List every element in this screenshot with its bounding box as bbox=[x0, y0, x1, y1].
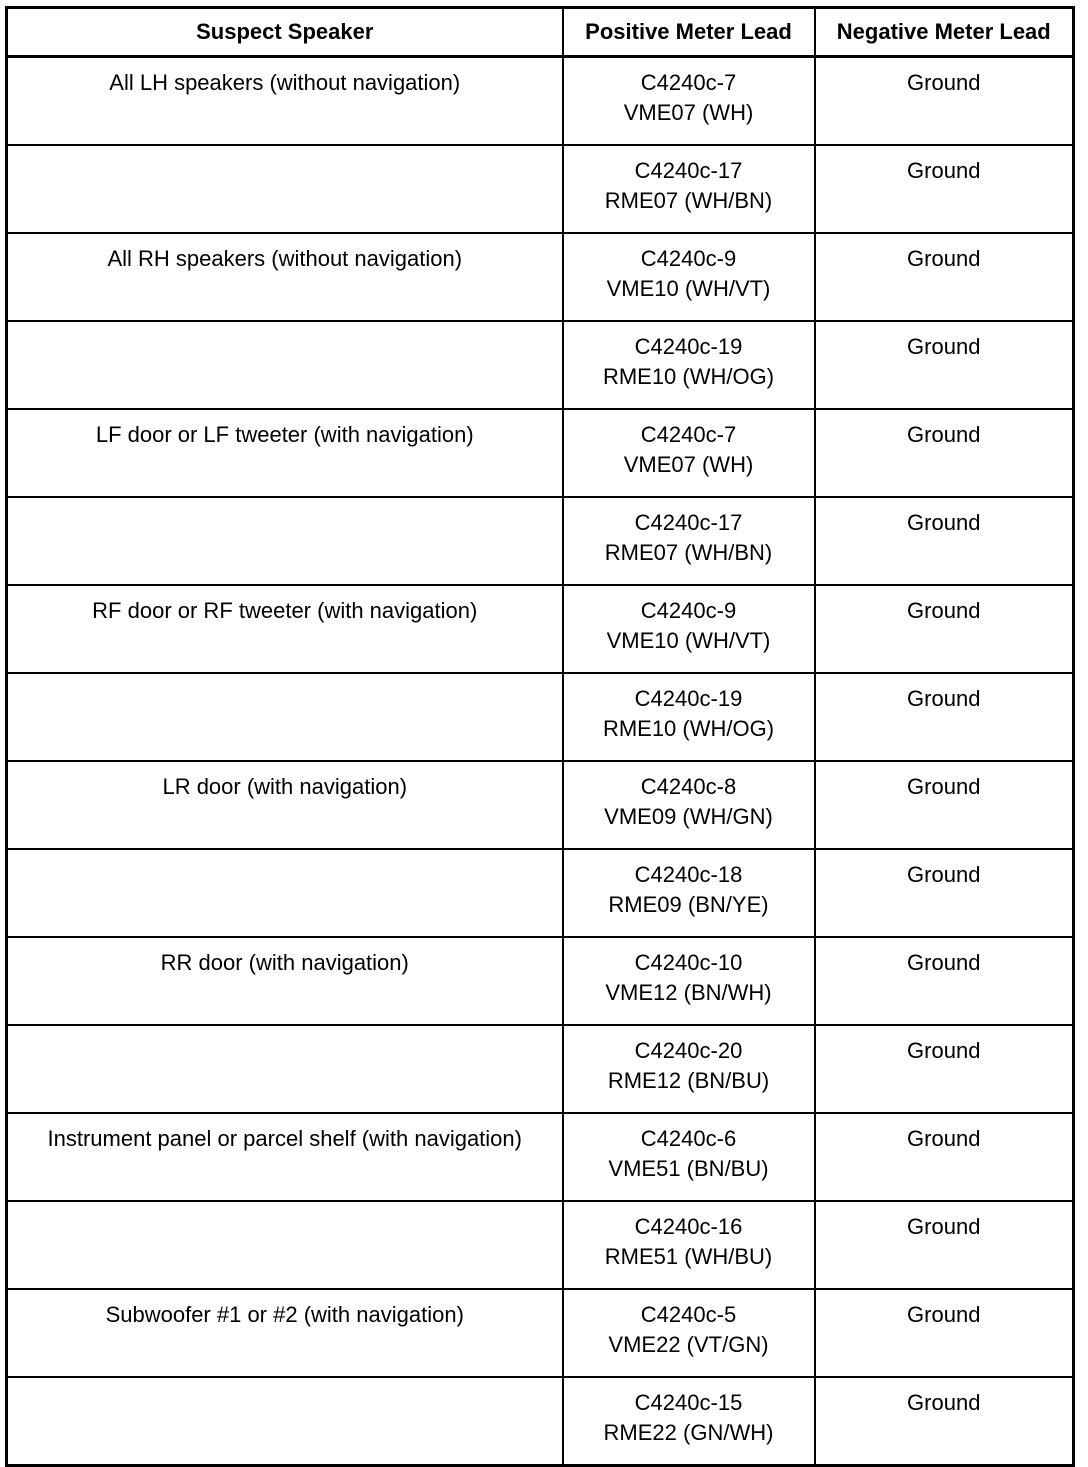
connector-pin: C4240c-6 bbox=[640, 1126, 737, 1151]
table-row bbox=[7, 1289, 1074, 1377]
connector-pin: C4240c-16 bbox=[634, 1214, 743, 1239]
positive-meter-lead-cell bbox=[563, 497, 815, 585]
connector-pin: C4240c-17 bbox=[634, 510, 743, 535]
negative-meter-lead-cell: Ground bbox=[815, 761, 1074, 849]
suspect-speaker-cell bbox=[7, 145, 563, 233]
speaker-test-table bbox=[5, 6, 1075, 1467]
table-row bbox=[7, 57, 1074, 146]
connector-pin: C4240c-9 bbox=[640, 246, 737, 271]
positive-meter-lead-cell bbox=[563, 1289, 815, 1377]
positive-meter-lead-cell bbox=[563, 145, 815, 233]
header-suspect-speaker: Suspect Speaker bbox=[7, 8, 563, 57]
positive-meter-lead-cell bbox=[563, 1025, 815, 1113]
circuit-wire: RME07 (WH/BN) bbox=[604, 540, 773, 565]
connector-pin: C4240c-20 bbox=[634, 1038, 743, 1063]
connector-pin: C4240c-9 bbox=[640, 598, 737, 623]
negative-meter-lead-cell: Ground bbox=[815, 1289, 1074, 1377]
circuit-wire: VME07 (WH) bbox=[623, 100, 754, 125]
circuit-wire: RME51 (WH/BU) bbox=[604, 1244, 773, 1269]
connector-pin: C4240c-18 bbox=[634, 862, 743, 887]
suspect-speaker-cell: LR door (with navigation) bbox=[7, 761, 563, 849]
connector-pin: C4240c-17 bbox=[634, 158, 743, 183]
suspect-speaker-cell: RF door or RF tweeter (with navigation) bbox=[7, 585, 563, 673]
suspect-speaker-cell: Instrument panel or parcel shelf (with navigation) bbox=[7, 1113, 563, 1201]
positive-meter-lead-cell bbox=[563, 849, 815, 937]
circuit-wire: VME09 (WH/GN) bbox=[604, 804, 773, 829]
header-row bbox=[7, 8, 1074, 57]
negative-meter-lead-cell: Ground bbox=[815, 849, 1074, 937]
positive-meter-lead-cell bbox=[563, 673, 815, 761]
positive-meter-lead-cell bbox=[563, 233, 815, 321]
negative-meter-lead-cell: Ground bbox=[815, 1201, 1074, 1289]
positive-meter-lead-cell bbox=[563, 409, 815, 497]
positive-meter-lead-cell bbox=[563, 57, 815, 146]
table-header bbox=[7, 8, 1074, 57]
negative-meter-lead-cell: Ground bbox=[815, 145, 1074, 233]
positive-meter-lead-cell bbox=[563, 1201, 815, 1289]
circuit-wire: RME12 (BN/BU) bbox=[607, 1068, 770, 1093]
circuit-wire: VME12 (BN/WH) bbox=[605, 980, 772, 1005]
negative-meter-lead-cell: Ground bbox=[815, 321, 1074, 409]
positive-meter-lead-cell bbox=[563, 321, 815, 409]
table-row bbox=[7, 937, 1074, 1025]
suspect-speaker-cell: RR door (with navigation) bbox=[7, 937, 563, 1025]
circuit-wire: RME22 (GN/WH) bbox=[603, 1420, 774, 1445]
circuit-wire: VME10 (WH/VT) bbox=[606, 628, 771, 653]
suspect-speaker-cell bbox=[7, 1025, 563, 1113]
suspect-speaker-cell bbox=[7, 1201, 563, 1289]
table-row bbox=[7, 1025, 1074, 1113]
circuit-wire: RME10 (WH/OG) bbox=[602, 716, 775, 741]
connector-pin: C4240c-7 bbox=[640, 422, 737, 447]
negative-meter-lead-cell: Ground bbox=[815, 409, 1074, 497]
table-row bbox=[7, 585, 1074, 673]
negative-meter-lead-cell: Ground bbox=[815, 1377, 1074, 1466]
suspect-speaker-cell: All RH speakers (without navigation) bbox=[7, 233, 563, 321]
circuit-wire: VME51 (BN/BU) bbox=[608, 1156, 769, 1181]
connector-pin: C4240c-19 bbox=[634, 334, 743, 359]
positive-meter-lead-cell bbox=[563, 937, 815, 1025]
header-negative-meter-lead: Negative Meter Lead bbox=[815, 8, 1074, 57]
circuit-wire: VME22 (VT/GN) bbox=[608, 1332, 769, 1357]
connector-pin: C4240c-15 bbox=[634, 1390, 743, 1415]
table-row bbox=[7, 409, 1074, 497]
suspect-speaker-cell: Subwoofer #1 or #2 (with navigation) bbox=[7, 1289, 563, 1377]
negative-meter-lead-cell: Ground bbox=[815, 1113, 1074, 1201]
negative-meter-lead-cell: Ground bbox=[815, 233, 1074, 321]
connector-pin: C4240c-5 bbox=[640, 1302, 737, 1327]
connector-pin: C4240c-7 bbox=[640, 70, 737, 95]
table-row bbox=[7, 673, 1074, 761]
suspect-speaker-cell: All LH speakers (without navigation) bbox=[7, 57, 563, 146]
connector-pin: C4240c-19 bbox=[634, 686, 743, 711]
positive-meter-lead-cell bbox=[563, 761, 815, 849]
table-body bbox=[7, 57, 1074, 1466]
positive-meter-lead-cell bbox=[563, 1377, 815, 1466]
circuit-wire: VME10 (WH/VT) bbox=[606, 276, 771, 301]
connector-pin: C4240c-10 bbox=[634, 950, 743, 975]
negative-meter-lead-cell: Ground bbox=[815, 497, 1074, 585]
negative-meter-lead-cell: Ground bbox=[815, 937, 1074, 1025]
suspect-speaker-cell bbox=[7, 321, 563, 409]
negative-meter-lead-cell: Ground bbox=[815, 57, 1074, 146]
suspect-speaker-cell bbox=[7, 673, 563, 761]
circuit-wire: RME09 (BN/YE) bbox=[608, 892, 769, 917]
suspect-speaker-cell: LF door or LF tweeter (with navigation) bbox=[7, 409, 563, 497]
table-row bbox=[7, 1377, 1074, 1466]
circuit-wire: VME07 (WH) bbox=[623, 452, 754, 477]
circuit-wire: RME07 (WH/BN) bbox=[604, 188, 773, 213]
table-row bbox=[7, 1113, 1074, 1201]
table-row bbox=[7, 1201, 1074, 1289]
table-row bbox=[7, 497, 1074, 585]
suspect-speaker-cell bbox=[7, 497, 563, 585]
positive-meter-lead-cell bbox=[563, 585, 815, 673]
negative-meter-lead-cell: Ground bbox=[815, 673, 1074, 761]
circuit-wire: RME10 (WH/OG) bbox=[602, 364, 775, 389]
connector-pin: C4240c-8 bbox=[640, 774, 737, 799]
table-row bbox=[7, 233, 1074, 321]
positive-meter-lead-cell bbox=[563, 1113, 815, 1201]
suspect-speaker-cell bbox=[7, 1377, 563, 1466]
negative-meter-lead-cell: Ground bbox=[815, 585, 1074, 673]
header-positive-meter-lead: Positive Meter Lead bbox=[563, 8, 815, 57]
table-row bbox=[7, 145, 1074, 233]
negative-meter-lead-cell: Ground bbox=[815, 1025, 1074, 1113]
suspect-speaker-cell bbox=[7, 849, 563, 937]
table-row bbox=[7, 761, 1074, 849]
table-row bbox=[7, 849, 1074, 937]
table-row bbox=[7, 321, 1074, 409]
